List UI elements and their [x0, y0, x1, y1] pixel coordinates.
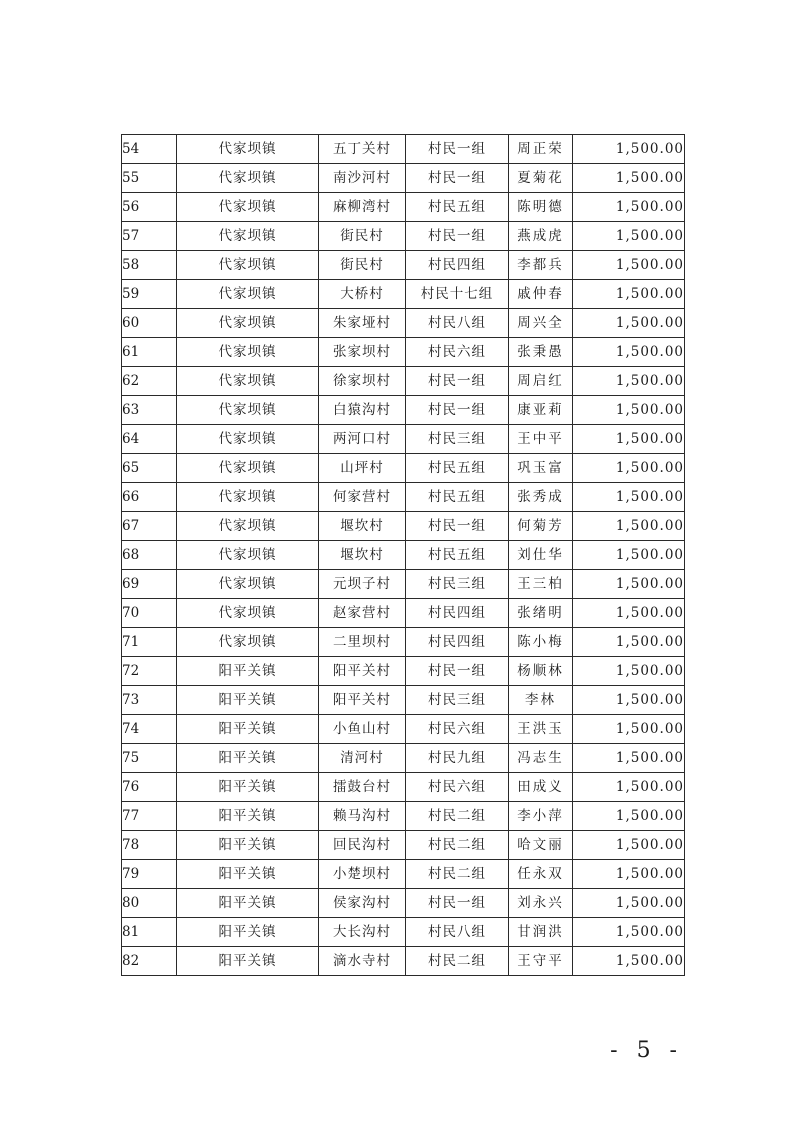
- town-cell: 代家坝镇: [177, 135, 319, 164]
- person-name-cell: 李都兵: [509, 251, 573, 280]
- village-cell: 堰坎村: [319, 541, 406, 570]
- group-cell: 村民八组: [406, 309, 509, 338]
- town-cell: 代家坝镇: [177, 251, 319, 280]
- village-cell: 阳平关村: [319, 657, 406, 686]
- village-cell: 赵家营村: [319, 599, 406, 628]
- town-cell: 代家坝镇: [177, 367, 319, 396]
- group-cell: 村民五组: [406, 541, 509, 570]
- table-row: [122, 367, 685, 396]
- row-number-cell: 76: [122, 773, 177, 802]
- person-name-cell: 周兴全: [509, 309, 573, 338]
- amount-cell: 1,500.00: [573, 860, 685, 889]
- village-cell: 五丁关村: [319, 135, 406, 164]
- amount-cell: 1,500.00: [573, 512, 685, 541]
- group-cell: 村民二组: [406, 947, 509, 976]
- table-row: [122, 338, 685, 367]
- village-cell: 侯家沟村: [319, 889, 406, 918]
- town-cell: 阳平关镇: [177, 918, 319, 947]
- person-name-cell: 何菊芳: [509, 512, 573, 541]
- table-row: [122, 309, 685, 338]
- group-cell: 村民十七组: [406, 280, 509, 309]
- village-cell: 何家营村: [319, 483, 406, 512]
- village-cell: 小楚坝村: [319, 860, 406, 889]
- village-cell: 白猿沟村: [319, 396, 406, 425]
- person-name-cell: 戚仲春: [509, 280, 573, 309]
- person-name-cell: 冯志生: [509, 744, 573, 773]
- amount-cell: 1,500.00: [573, 686, 685, 715]
- table-row: [122, 541, 685, 570]
- village-cell: 大长沟村: [319, 918, 406, 947]
- town-cell: 阳平关镇: [177, 744, 319, 773]
- table-row: [122, 280, 685, 309]
- row-number-cell: 61: [122, 338, 177, 367]
- person-name-cell: 哈文丽: [509, 831, 573, 860]
- row-number-cell: 58: [122, 251, 177, 280]
- person-name-cell: 燕成虎: [509, 222, 573, 251]
- village-cell: 朱家垭村: [319, 309, 406, 338]
- roster-table-body: [122, 135, 685, 976]
- row-number-cell: 68: [122, 541, 177, 570]
- village-cell: 堰坎村: [319, 512, 406, 541]
- village-cell: 两河口村: [319, 425, 406, 454]
- group-cell: 村民五组: [406, 193, 509, 222]
- row-number-cell: 77: [122, 802, 177, 831]
- table-row: [122, 889, 685, 918]
- group-cell: 村民九组: [406, 744, 509, 773]
- amount-cell: 1,500.00: [573, 744, 685, 773]
- town-cell: 代家坝镇: [177, 425, 319, 454]
- table-row: [122, 483, 685, 512]
- row-number-cell: 74: [122, 715, 177, 744]
- table-row: [122, 251, 685, 280]
- amount-cell: 1,500.00: [573, 918, 685, 947]
- amount-cell: 1,500.00: [573, 802, 685, 831]
- row-number-cell: 66: [122, 483, 177, 512]
- table-row: [122, 164, 685, 193]
- person-name-cell: 周启红: [509, 367, 573, 396]
- group-cell: 村民三组: [406, 425, 509, 454]
- amount-cell: 1,500.00: [573, 251, 685, 280]
- group-cell: 村民八组: [406, 918, 509, 947]
- village-cell: 山坪村: [319, 454, 406, 483]
- village-cell: 赖马沟村: [319, 802, 406, 831]
- town-cell: 代家坝镇: [177, 599, 319, 628]
- person-name-cell: 李小萍: [509, 802, 573, 831]
- group-cell: 村民五组: [406, 454, 509, 483]
- row-number-cell: 64: [122, 425, 177, 454]
- group-cell: 村民一组: [406, 396, 509, 425]
- town-cell: 代家坝镇: [177, 222, 319, 251]
- table-row: [122, 135, 685, 164]
- amount-cell: 1,500.00: [573, 599, 685, 628]
- town-cell: 代家坝镇: [177, 338, 319, 367]
- group-cell: 村民三组: [406, 570, 509, 599]
- group-cell: 村民一组: [406, 135, 509, 164]
- group-cell: 村民一组: [406, 367, 509, 396]
- person-name-cell: 田成义: [509, 773, 573, 802]
- village-cell: 街民村: [319, 251, 406, 280]
- village-cell: 张家坝村: [319, 338, 406, 367]
- group-cell: 村民五组: [406, 483, 509, 512]
- person-name-cell: 陈明德: [509, 193, 573, 222]
- table-row: [122, 715, 685, 744]
- town-cell: 代家坝镇: [177, 193, 319, 222]
- group-cell: 村民一组: [406, 222, 509, 251]
- group-cell: 村民二组: [406, 860, 509, 889]
- table-row: [122, 512, 685, 541]
- table-row: [122, 222, 685, 251]
- amount-cell: 1,500.00: [573, 715, 685, 744]
- amount-cell: 1,500.00: [573, 164, 685, 193]
- village-cell: 大桥村: [319, 280, 406, 309]
- village-cell: 滴水寺村: [319, 947, 406, 976]
- village-cell: 小鱼山村: [319, 715, 406, 744]
- person-name-cell: 王守平: [509, 947, 573, 976]
- row-number-cell: 82: [122, 947, 177, 976]
- row-number-cell: 78: [122, 831, 177, 860]
- town-cell: 代家坝镇: [177, 454, 319, 483]
- row-number-cell: 73: [122, 686, 177, 715]
- row-number-cell: 72: [122, 657, 177, 686]
- amount-cell: 1,500.00: [573, 454, 685, 483]
- town-cell: 阳平关镇: [177, 773, 319, 802]
- amount-cell: 1,500.00: [573, 222, 685, 251]
- table-row: [122, 657, 685, 686]
- row-number-cell: 81: [122, 918, 177, 947]
- town-cell: 阳平关镇: [177, 686, 319, 715]
- row-number-cell: 71: [122, 628, 177, 657]
- table-row: [122, 570, 685, 599]
- table-row: [122, 860, 685, 889]
- town-cell: 代家坝镇: [177, 570, 319, 599]
- amount-cell: 1,500.00: [573, 338, 685, 367]
- town-cell: 代家坝镇: [177, 512, 319, 541]
- person-name-cell: 康亚莉: [509, 396, 573, 425]
- person-name-cell: 王洪玉: [509, 715, 573, 744]
- group-cell: 村民四组: [406, 599, 509, 628]
- village-cell: 麻柳湾村: [319, 193, 406, 222]
- amount-cell: 1,500.00: [573, 657, 685, 686]
- person-name-cell: 王三柏: [509, 570, 573, 599]
- table-row: [122, 396, 685, 425]
- amount-cell: 1,500.00: [573, 135, 685, 164]
- group-cell: 村民一组: [406, 512, 509, 541]
- town-cell: 代家坝镇: [177, 164, 319, 193]
- table-row: [122, 425, 685, 454]
- table-row: [122, 686, 685, 715]
- row-number-cell: 62: [122, 367, 177, 396]
- person-name-cell: 刘永兴: [509, 889, 573, 918]
- page-number: - 5 -: [610, 1038, 683, 1063]
- person-name-cell: 李林: [509, 686, 573, 715]
- person-name-cell: 任永双: [509, 860, 573, 889]
- town-cell: 代家坝镇: [177, 280, 319, 309]
- amount-cell: 1,500.00: [573, 947, 685, 976]
- town-cell: 阳平关镇: [177, 657, 319, 686]
- amount-cell: 1,500.00: [573, 570, 685, 599]
- row-number-cell: 54: [122, 135, 177, 164]
- person-name-cell: 王中平: [509, 425, 573, 454]
- group-cell: 村民二组: [406, 802, 509, 831]
- amount-cell: 1,500.00: [573, 396, 685, 425]
- group-cell: 村民二组: [406, 831, 509, 860]
- table-row: [122, 947, 685, 976]
- table-row: [122, 628, 685, 657]
- group-cell: 村民三组: [406, 686, 509, 715]
- town-cell: 阳平关镇: [177, 831, 319, 860]
- amount-cell: 1,500.00: [573, 425, 685, 454]
- amount-cell: 1,500.00: [573, 193, 685, 222]
- row-number-cell: 67: [122, 512, 177, 541]
- table-row: [122, 454, 685, 483]
- row-number-cell: 63: [122, 396, 177, 425]
- village-cell: 阳平关村: [319, 686, 406, 715]
- person-name-cell: 张秀成: [509, 483, 573, 512]
- amount-cell: 1,500.00: [573, 367, 685, 396]
- group-cell: 村民六组: [406, 338, 509, 367]
- town-cell: 代家坝镇: [177, 309, 319, 338]
- group-cell: 村民一组: [406, 889, 509, 918]
- roster-table: [121, 134, 685, 976]
- group-cell: 村民一组: [406, 657, 509, 686]
- group-cell: 村民六组: [406, 773, 509, 802]
- person-name-cell: 巩玉富: [509, 454, 573, 483]
- town-cell: 代家坝镇: [177, 483, 319, 512]
- group-cell: 村民四组: [406, 628, 509, 657]
- amount-cell: 1,500.00: [573, 483, 685, 512]
- table-row: [122, 918, 685, 947]
- village-cell: 元坝子村: [319, 570, 406, 599]
- person-name-cell: 夏菊花: [509, 164, 573, 193]
- group-cell: 村民六组: [406, 715, 509, 744]
- row-number-cell: 56: [122, 193, 177, 222]
- village-cell: 回民沟村: [319, 831, 406, 860]
- amount-cell: 1,500.00: [573, 280, 685, 309]
- town-cell: 阳平关镇: [177, 802, 319, 831]
- town-cell: 阳平关镇: [177, 860, 319, 889]
- group-cell: 村民一组: [406, 164, 509, 193]
- row-number-cell: 65: [122, 454, 177, 483]
- town-cell: 阳平关镇: [177, 947, 319, 976]
- village-cell: 清河村: [319, 744, 406, 773]
- group-cell: 村民四组: [406, 251, 509, 280]
- amount-cell: 1,500.00: [573, 541, 685, 570]
- table-row: [122, 831, 685, 860]
- table-row: [122, 744, 685, 773]
- town-cell: 代家坝镇: [177, 541, 319, 570]
- table-row: [122, 802, 685, 831]
- table-row: [122, 599, 685, 628]
- row-number-cell: 80: [122, 889, 177, 918]
- person-name-cell: 杨顺林: [509, 657, 573, 686]
- person-name-cell: 张秉愚: [509, 338, 573, 367]
- village-cell: 街民村: [319, 222, 406, 251]
- amount-cell: 1,500.00: [573, 309, 685, 338]
- row-number-cell: 55: [122, 164, 177, 193]
- table-row: [122, 773, 685, 802]
- person-name-cell: 张绪明: [509, 599, 573, 628]
- village-cell: 南沙河村: [319, 164, 406, 193]
- row-number-cell: 60: [122, 309, 177, 338]
- row-number-cell: 79: [122, 860, 177, 889]
- person-name-cell: 陈小梅: [509, 628, 573, 657]
- amount-cell: 1,500.00: [573, 889, 685, 918]
- amount-cell: 1,500.00: [573, 628, 685, 657]
- table-row: [122, 193, 685, 222]
- town-cell: 阳平关镇: [177, 889, 319, 918]
- person-name-cell: 周正荣: [509, 135, 573, 164]
- row-number-cell: 70: [122, 599, 177, 628]
- row-number-cell: 69: [122, 570, 177, 599]
- village-cell: 二里坝村: [319, 628, 406, 657]
- town-cell: 代家坝镇: [177, 628, 319, 657]
- row-number-cell: 59: [122, 280, 177, 309]
- village-cell: 擂鼓台村: [319, 773, 406, 802]
- town-cell: 阳平关镇: [177, 715, 319, 744]
- person-name-cell: 刘仕华: [509, 541, 573, 570]
- amount-cell: 1,500.00: [573, 831, 685, 860]
- row-number-cell: 75: [122, 744, 177, 773]
- row-number-cell: 57: [122, 222, 177, 251]
- town-cell: 代家坝镇: [177, 396, 319, 425]
- village-cell: 徐家坝村: [319, 367, 406, 396]
- person-name-cell: 甘润洪: [509, 918, 573, 947]
- amount-cell: 1,500.00: [573, 773, 685, 802]
